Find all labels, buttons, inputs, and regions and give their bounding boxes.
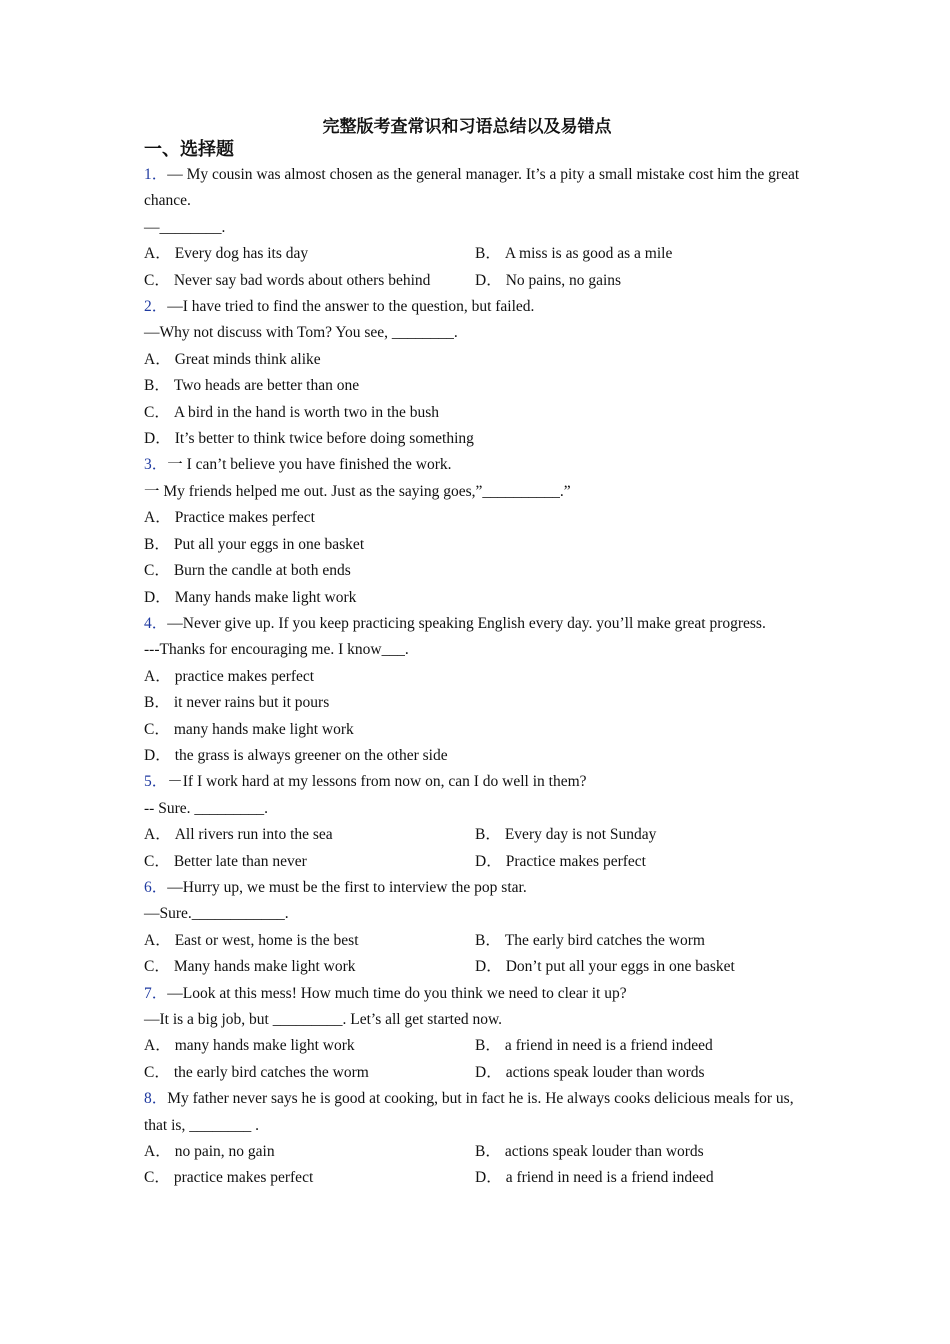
options — [144, 928, 806, 981]
option-b[interactable]: B． A miss is as good as a mile — [475, 245, 673, 263]
options — [144, 822, 806, 875]
option-b[interactable]: B． a friend in need is a friend indeed — [475, 1037, 713, 1055]
option-c[interactable]: C． practice makes perfect — [144, 1169, 314, 1187]
option-b[interactable]: B． The early bird catches the worm — [475, 931, 705, 949]
question-2 — [144, 294, 806, 452]
question-1 — [144, 162, 806, 294]
option-b[interactable]: B． actions speak louder than words — [475, 1143, 704, 1161]
question-line: —Sure.____________. — [144, 905, 289, 923]
question-8 — [144, 1086, 806, 1192]
option-d[interactable]: D． the grass is always greener on the other side — [144, 746, 448, 764]
option-c[interactable]: C． Burn the candle at both ends — [144, 562, 351, 580]
option-c[interactable]: C． many hands make light work — [144, 720, 354, 738]
question-number: 8． — [144, 1090, 168, 1108]
option-c[interactable]: C． the early bird catches the worm — [144, 1063, 369, 1081]
question-6 — [144, 875, 806, 981]
option-b[interactable]: B． it never rains but it pours — [144, 694, 330, 712]
option-c[interactable]: C． A bird in the hand is worth two in the bush — [144, 403, 440, 421]
section-heading: 一、选择题 — [144, 139, 234, 159]
option-d[interactable]: D． Many hands make light work — [144, 588, 357, 606]
question-number: 3． — [144, 456, 168, 474]
option-b[interactable]: B． Put all your eggs in one basket — [144, 535, 365, 553]
question-7 — [144, 981, 806, 1087]
option-a[interactable]: A． East or west, home is the best — [144, 931, 359, 949]
question-stem: 2．—I have tried to find the answer to the question, but failed. — [144, 298, 535, 316]
question-number: 6． — [144, 878, 168, 896]
question-number: 5． — [144, 773, 168, 791]
option-a[interactable]: A． no pain, no gain — [144, 1143, 275, 1161]
question-stem: 6．—Hurry up, we must be the first to interview the pop star. — [144, 878, 527, 896]
option-d[interactable]: D． a friend in need is a friend indeed — [475, 1169, 714, 1187]
options — [144, 241, 806, 294]
question-line: —It is a big job, but _________. Let’s all get started now. — [144, 1011, 503, 1028]
question-number: 1． — [144, 166, 168, 183]
question-line: -- Sure. _________. — [144, 799, 268, 817]
option-c[interactable]: C． Never say bad words about others behind — [144, 271, 431, 289]
option-a[interactable]: A． Great minds think alike — [144, 350, 321, 368]
question-line: 一 My friends helped me out. Just as the saying goes,”__________.” — [144, 482, 571, 500]
option-d[interactable]: D． Don’t put all your eggs in one basket — [475, 958, 735, 976]
option-d[interactable]: D． No pains, no gains — [475, 271, 622, 289]
question-line: ---Thanks for encouraging me. I know___. — [144, 641, 409, 659]
option-c[interactable]: C． Many hands make light work — [144, 958, 356, 976]
options — [144, 1033, 806, 1086]
option-a[interactable]: A． many hands make light work — [144, 1037, 355, 1055]
option-c[interactable]: C． Better late than never — [144, 852, 307, 870]
option-d[interactable]: D． Practice makes perfect — [475, 852, 646, 870]
question-stem: 5．－If I work hard at my lessons from now on, can I do well in them? — [144, 773, 587, 791]
question-number: 2． — [144, 298, 168, 316]
question-number: 4． — [144, 614, 168, 632]
question-stem: 4．—Never give up. If you keep practicing speaking English every day. you’ll make great progress. — [144, 614, 766, 632]
question-stem: 8．My father never says he is good at cooking, but in fact he is. He always cooks delicious meals for us, that is, ________ . — [144, 1090, 794, 1134]
option-a[interactable]: A． practice makes perfect — [144, 667, 315, 685]
question-line: —________. — [144, 218, 226, 236]
document-page — [144, 114, 806, 1192]
option-a[interactable]: A． Every dog has its day — [144, 245, 309, 263]
options — [144, 1139, 806, 1192]
question-3 — [144, 452, 806, 610]
question-stem: 3．一 I can’t believe you have finished the work. — [144, 456, 452, 474]
option-d[interactable]: D． It’s better to think twice before doing something — [144, 430, 474, 448]
option-b[interactable]: B． Two heads are better than one — [144, 377, 360, 395]
page-title: 完整版考查常识和习语总结以及易错点 — [322, 117, 612, 136]
question-4 — [144, 611, 806, 769]
question-line: —Why not discuss with Tom? You see, ________. — [144, 324, 458, 342]
question-stem: 1．— My cousin was almost chosen as the general manager. It’s a pity a small mistake cost him the great chance. — [144, 166, 800, 210]
option-a[interactable]: A． All rivers run into the sea — [144, 826, 333, 844]
question-stem: 7．—Look at this mess! How much time do you think we need to clear it up? — [144, 984, 627, 1002]
question-5 — [144, 769, 806, 875]
option-a[interactable]: A． Practice makes perfect — [144, 509, 315, 527]
option-d[interactable]: D． actions speak louder than words — [475, 1063, 705, 1081]
question-number: 7． — [144, 984, 168, 1002]
option-b[interactable]: B． Every day is not Sunday — [475, 826, 657, 844]
